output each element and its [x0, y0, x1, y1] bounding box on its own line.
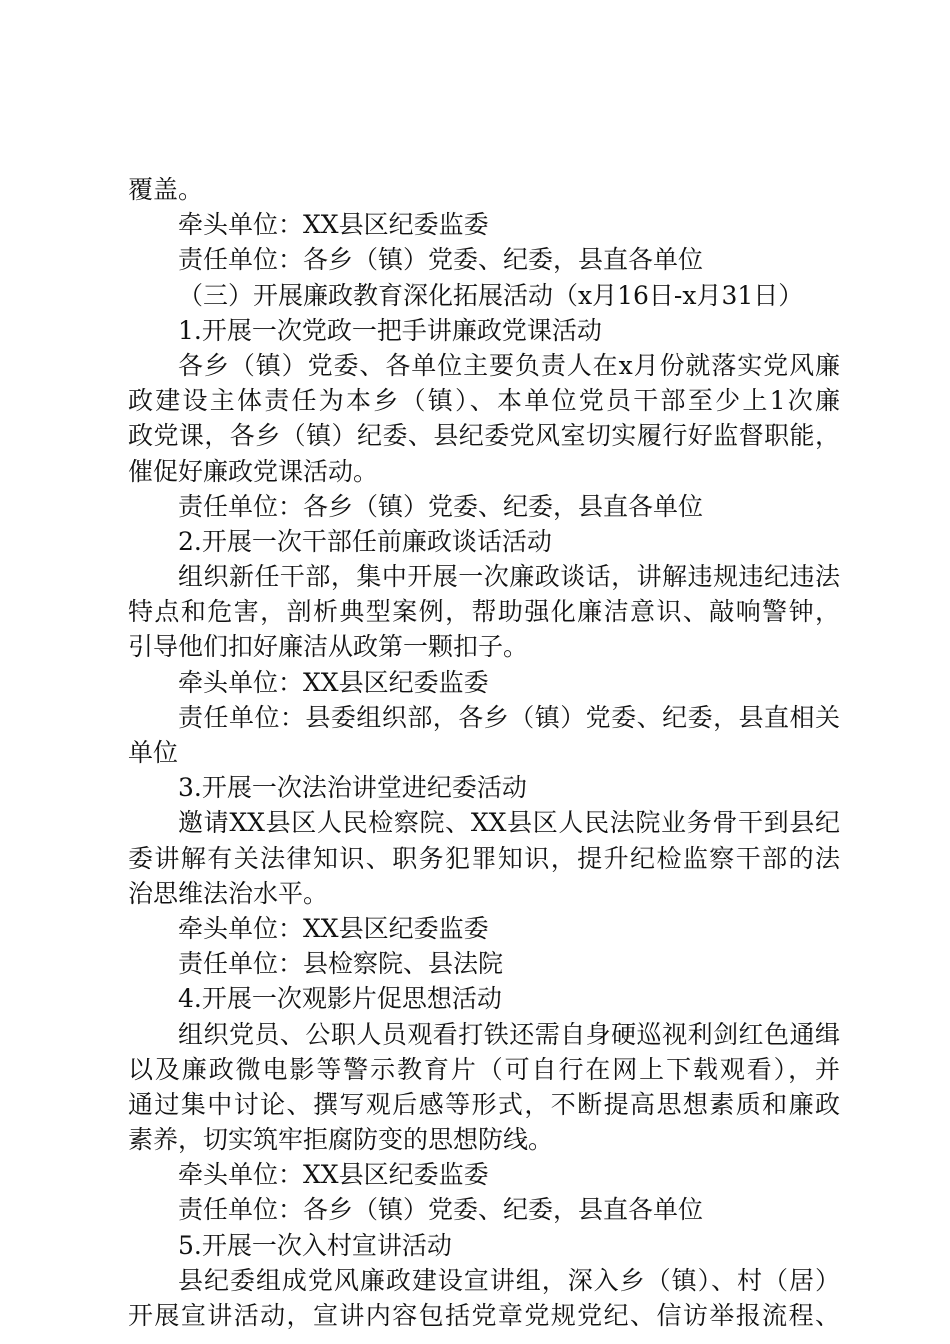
- text-line: 引导他们扣好廉洁从政第一颗扣子。: [128, 632, 529, 662]
- item-heading: 3.开展一次法治讲堂进纪委活动: [178, 773, 527, 803]
- item-heading: 2.开展一次干部任前廉政谈话活动: [178, 526, 552, 556]
- text-line: 催促好廉政党课活动。: [128, 456, 379, 486]
- text-line: 单位: [128, 738, 179, 767]
- item-heading: 1.开展一次党政一把手讲廉政党课活动: [178, 315, 602, 345]
- text-line: 各乡（镇）党委、各单位主要负责人在x月份就落实党风廉: [178, 350, 840, 380]
- lead-unit-line: 牵头单位：XX县区纪委监委: [178, 667, 489, 697]
- lead-unit-line: 牵头单位：XX县区纪委监委: [178, 1160, 489, 1190]
- text-line: 覆盖。: [128, 175, 204, 204]
- document-body: [128, 172, 840, 1333]
- text-line: 政建设主体责任为本乡（镇）、本单位党员干部至少上1次廉: [128, 386, 840, 416]
- item-heading: 5.开展一次入村宣讲活动: [178, 1230, 452, 1260]
- item-heading: 4.开展一次观影片促思想活动: [178, 984, 502, 1014]
- text-line: 通过集中讨论、撰写观后感等形式，不断提高思想素质和廉政: [128, 1089, 840, 1119]
- text-line: 邀请XX县区人民检察院、XX县区人民法院业务骨干到县纪: [178, 808, 840, 838]
- lead-unit-line: 牵头单位：XX县区纪委监委: [178, 913, 489, 943]
- responsible-unit-line: 责任单位：县委组织部，各乡（镇）党委、纪委，县直相关: [178, 702, 840, 732]
- text-line: 素养，切实筑牢拒腐防变的思想防线。: [128, 1125, 554, 1155]
- section-heading: （三）开展廉政教育深化拓展活动（x月16日-x月31日）: [178, 280, 804, 310]
- lead-unit-line: 牵头单位：XX县区纪委监委: [178, 210, 489, 240]
- text-line: 县纪委组成党风廉政建设宣讲组，深入乡（镇）、村（居）: [178, 1265, 840, 1295]
- text-line: 治思维法治水平。: [128, 878, 329, 908]
- responsible-unit-line: 责任单位：各乡（镇）党委、纪委，县直各单位: [178, 1195, 704, 1225]
- text-line: 组织党员、公职人员观看打铁还需自身硬巡视利剑红色通缉: [178, 1019, 840, 1049]
- text-line: 政党课，各乡（镇）纪委、县纪委党风室切实履行好监督职能，: [128, 421, 840, 451]
- responsible-unit-line: 责任单位：各乡（镇）党委、纪委，县直各单位: [178, 245, 704, 275]
- text-line: 特点和危害，剖析典型案例，帮助强化廉洁意识、敲响警钟，: [128, 597, 840, 627]
- text-line: 委讲解有关法律知识、职务犯罪知识，提升纪检监察干部的法: [128, 843, 840, 873]
- text-line: 以及廉政微电影等警示教育片（可自行在网上下载观看），并: [128, 1054, 840, 1084]
- responsible-unit-line: 责任单位：各乡（镇）党委、纪委，县直各单位: [178, 491, 704, 521]
- text-line: 组织新任干部，集中开展一次廉政谈话，讲解违规违纪违法: [178, 562, 840, 592]
- text-line: 开展宣讲活动，宣讲内容包括党章党规党纪、信访举报流程、: [128, 1301, 840, 1330]
- responsible-unit-line: 责任单位：县检察院、县法院: [178, 949, 504, 979]
